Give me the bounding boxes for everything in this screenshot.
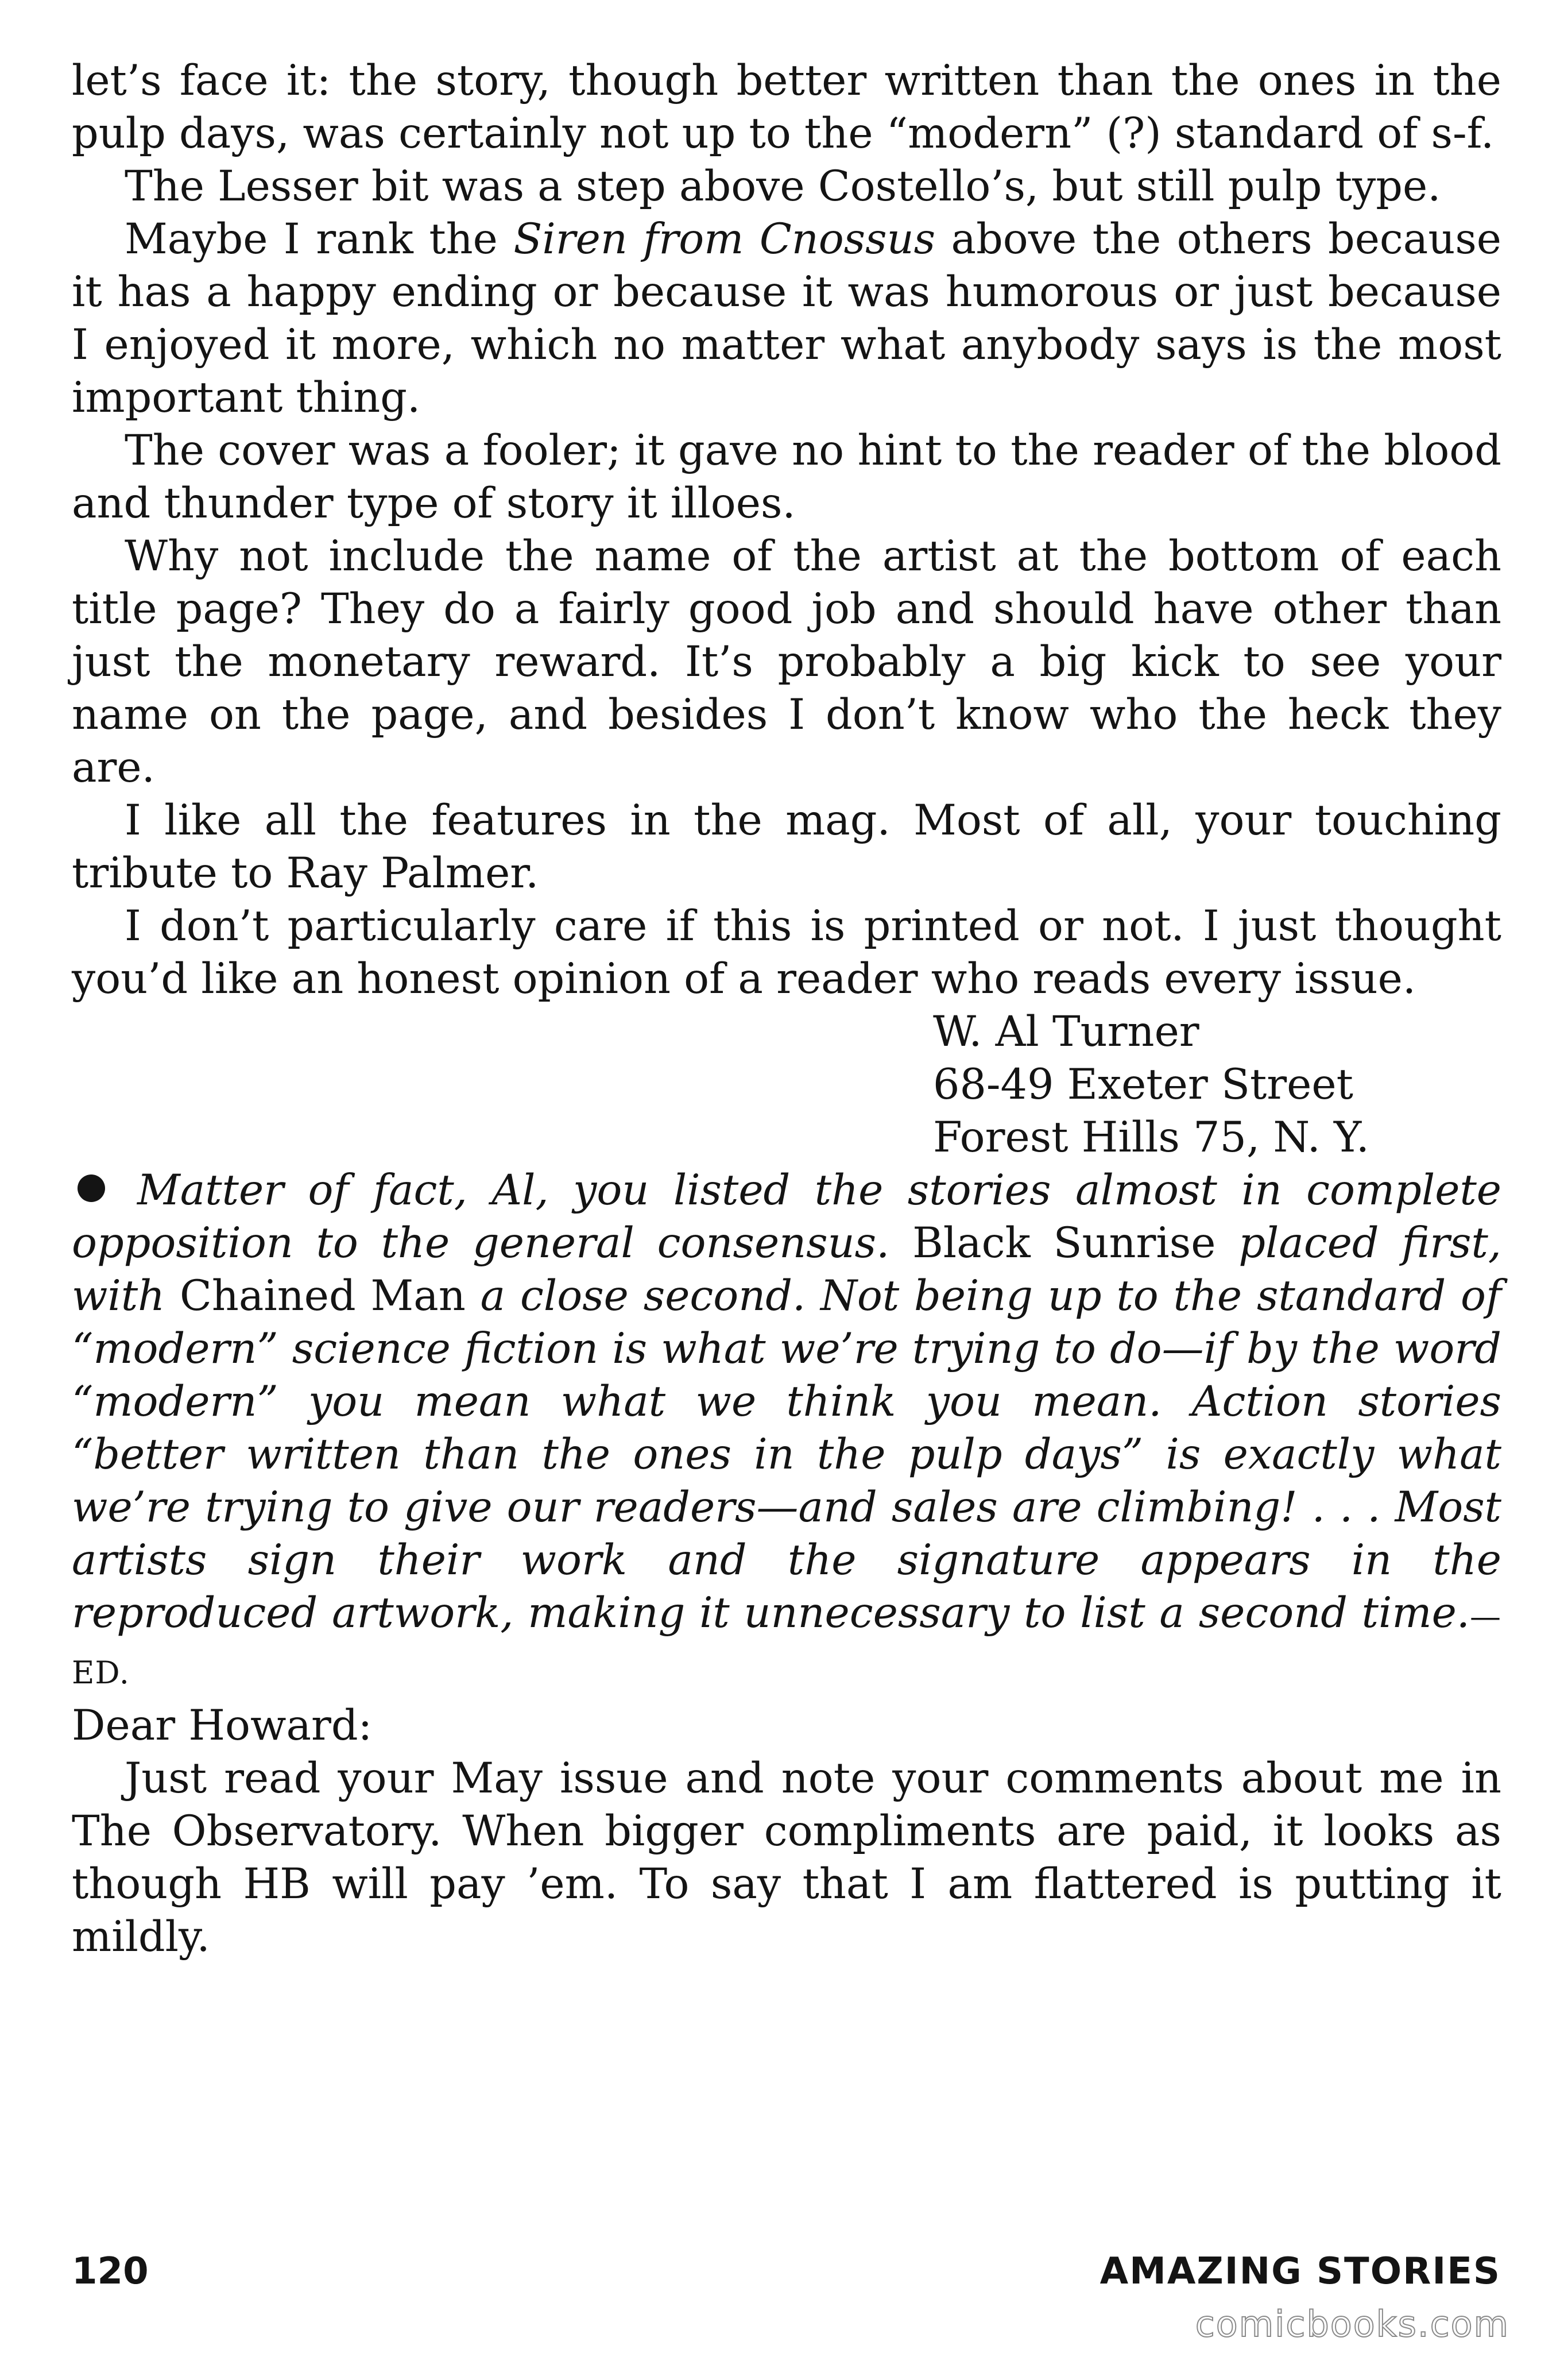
editor-reply-part-1: Matter of fact, Al, you listed the stories almost in complete opposition to the general consensus.	[72, 1166, 1501, 1268]
signature-street: 68-49 Exeter Street	[933, 1060, 1353, 1109]
page-number: 120	[72, 2250, 149, 2293]
signature-city: Forest Hills 75, N. Y.	[933, 1113, 1369, 1162]
page-footer	[72, 2248, 1501, 2294]
next-letter-salutation: Dear Howard:	[72, 1701, 373, 1750]
editor-reply-part-2: placed first, with	[72, 1219, 1501, 1320]
page-body	[72, 55, 1501, 1964]
letter-paragraph-1: let’s face it: the story, though better written than the ones in the pulp days, was certainly not up to the “modern” (?) standard of s-f.	[72, 56, 1501, 158]
paragraph-3-end: above the others because it has a happy ending or because it was humorous or just because I enjoyed it more, which no matter what anybody says is the most important thing.	[72, 215, 1502, 422]
story-title-black-sunrise: Black Sunrise	[912, 1219, 1216, 1268]
editor-sign-off: —ED.	[72, 1598, 1501, 1691]
letter-paragraph-3	[72, 213, 1501, 424]
next-letter-body: Just read your May issue and note your comments about me in The Observatory. When bigger compliments are paid, it looks as though HB will pay ’em. To say that I am flattered is putting it mildly.	[72, 1754, 1501, 1961]
watermark: comicbooks.com	[1195, 2303, 1509, 2345]
story-title-chained-man: Chained Man	[180, 1272, 466, 1320]
editor-reply-part-3: a close second. Not being up to the standard of “modern” science fiction is what we’re trying to do—if by the word “modern” you mean what we think you mean. Action stories “better written than the ones in the pulp days” is exactly what we’re trying to give our readers—and sales are climbing! . . . Most artists sign their work and the signature appears in the reproduced artwork, making it unnecessary to list a second time.	[72, 1272, 1501, 1637]
signature-name: W. Al Turner	[933, 1007, 1199, 1056]
magazine-name: AMAZING STORIES	[1100, 2250, 1501, 2293]
story-title-siren: Siren from Cnossus	[513, 215, 936, 264]
letter-paragraph-6: I like all the features in the mag. Most of all, your touching tribute to Ray Palmer.	[72, 796, 1501, 898]
paragraph-3-start: Maybe I rank the	[125, 215, 514, 264]
editor-reply	[72, 1164, 1501, 1699]
letter-paragraph-4: The cover was a fooler; it gave no hint to the reader of the blood and thunder type of story it illoes.	[72, 426, 1501, 528]
letter-paragraph-7: I don’t particularly care if this is printed or not. I just thought you’d like an honest opinion of a reader who reads every issue.	[72, 902, 1501, 1003]
bullet-icon	[78, 1174, 105, 1202]
letter-paragraph-2: The Lesser bit was a step above Costello’s, but still pulp type.	[125, 162, 1441, 211]
letter-signature	[933, 1006, 1501, 1164]
letter-paragraph-5: Why not include the name of the artist at the bottom of each title page? They do a fairly good job and should have other than just the monetary reward. It’s probably a big kick to see your name on the page, and besides I don’t know who the heck they are.	[72, 532, 1501, 792]
